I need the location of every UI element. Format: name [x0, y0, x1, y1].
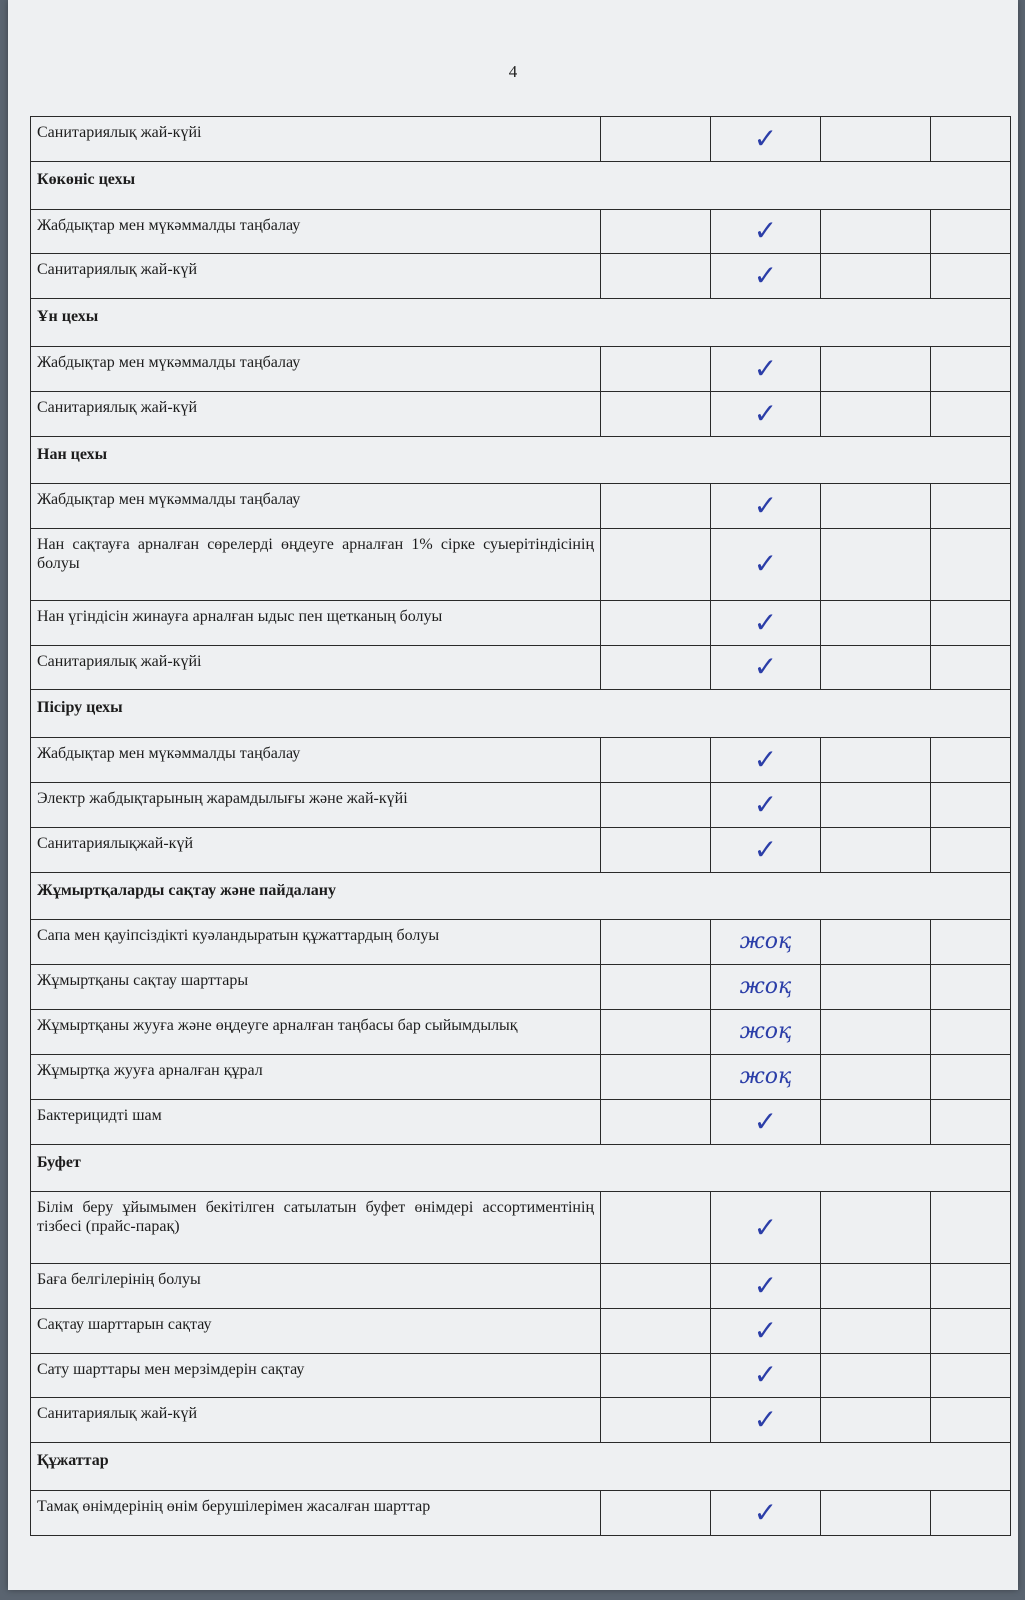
check-mark-icon: ✓ [711, 484, 821, 529]
empty-cell [601, 920, 711, 965]
empty-cell [601, 645, 711, 690]
empty-cell [601, 1010, 711, 1055]
item-label: Сапа мен қауіпсіздікті куәландыратын құжаттардың болуы [31, 920, 601, 965]
check-mark-icon: ✓ [711, 1398, 821, 1443]
check-mark-icon: ✓ [711, 1263, 821, 1308]
item-label: Білім беру ұйымымен бекітілген сатылатын буфет өнімдері ассортиментінің тізбесі (прайс-парақ) [31, 1192, 601, 1264]
empty-cell [931, 1099, 1011, 1144]
item-label: Жабдықтар мен мүкәммалды таңбалау [31, 346, 601, 391]
check-mark-icon: ✓ [711, 391, 821, 436]
check-mark-icon: ✓ [711, 209, 821, 254]
check-mark-icon: ✓ [711, 782, 821, 827]
checklist-row [31, 117, 1011, 162]
page-number: 4 [508, 62, 518, 81]
checklist-body [31, 117, 1011, 1536]
empty-cell [931, 600, 1011, 645]
checklist-row [31, 1192, 1011, 1264]
handwritten-note: жоқ [711, 965, 821, 1010]
item-label: Сату шарттары мен мерзімдерін сақтау [31, 1353, 601, 1398]
document-sheet [8, 0, 1018, 1590]
item-label: Бактерицидті шам [31, 1099, 601, 1144]
item-label: Санитариялық жай-күй [31, 391, 601, 436]
checklist-row [31, 1398, 1011, 1443]
empty-cell [601, 1192, 711, 1264]
section-row [31, 1144, 1011, 1192]
checklist-row [31, 1010, 1011, 1055]
checklist-table [30, 116, 1011, 1536]
check-mark-icon: ✓ [711, 645, 821, 690]
checklist-row [31, 1308, 1011, 1353]
empty-cell [601, 600, 711, 645]
empty-cell [601, 117, 711, 162]
empty-cell [821, 1099, 931, 1144]
empty-cell [821, 827, 931, 872]
empty-cell [931, 209, 1011, 254]
item-label: Жұмыртқа жууға арналған құрал [31, 1054, 601, 1099]
empty-cell [821, 782, 931, 827]
empty-cell [931, 782, 1011, 827]
checklist-row [31, 254, 1011, 299]
empty-cell [931, 920, 1011, 965]
empty-cell [601, 484, 711, 529]
empty-cell [931, 1398, 1011, 1443]
check-mark-icon: ✓ [711, 738, 821, 783]
empty-cell [601, 1353, 711, 1398]
section-title: Пісіру цехы [31, 690, 1011, 738]
item-label: Жабдықтар мен мүкәммалды таңбалау [31, 738, 601, 783]
empty-cell [601, 1263, 711, 1308]
empty-cell [931, 484, 1011, 529]
empty-cell [821, 645, 931, 690]
empty-cell [931, 1054, 1011, 1099]
check-mark-icon: ✓ [711, 600, 821, 645]
empty-cell [601, 346, 711, 391]
section-title: Көкөніс цехы [31, 161, 1011, 209]
checklist-row [31, 391, 1011, 436]
empty-cell [931, 1490, 1011, 1535]
item-label: Санитариялық жай-күй [31, 1398, 601, 1443]
empty-cell [601, 738, 711, 783]
empty-cell [821, 1353, 931, 1398]
checklist-row [31, 484, 1011, 529]
empty-cell [601, 1054, 711, 1099]
item-label: Санитариялық жай-күйі [31, 117, 601, 162]
empty-cell [601, 209, 711, 254]
empty-cell [601, 529, 711, 601]
check-mark-icon: ✓ [711, 1490, 821, 1535]
section-title: Буфет [31, 1144, 1011, 1192]
empty-cell [931, 529, 1011, 601]
empty-cell [931, 391, 1011, 436]
section-row [31, 436, 1011, 484]
empty-cell [821, 529, 931, 601]
section-title: Ұн цехы [31, 299, 1011, 347]
checklist-row [31, 1054, 1011, 1099]
checklist-row [31, 827, 1011, 872]
check-mark-icon: ✓ [711, 827, 821, 872]
empty-cell [821, 1054, 931, 1099]
empty-cell [821, 1192, 931, 1264]
checklist-row [31, 920, 1011, 965]
item-label: Сақтау шарттарын сақтау [31, 1308, 601, 1353]
empty-cell [601, 1308, 711, 1353]
checklist-row [31, 346, 1011, 391]
check-mark-icon: ✓ [711, 117, 821, 162]
empty-cell [821, 1490, 931, 1535]
empty-cell [821, 209, 931, 254]
empty-cell [821, 391, 931, 436]
empty-cell [931, 1308, 1011, 1353]
item-label: Санитариялық жай-күйі [31, 645, 601, 690]
item-label: Жабдықтар мен мүкәммалды таңбалау [31, 484, 601, 529]
empty-cell [601, 965, 711, 1010]
empty-cell [931, 1010, 1011, 1055]
item-label: Баға белгілерінің болуы [31, 1263, 601, 1308]
section-row [31, 690, 1011, 738]
empty-cell [821, 600, 931, 645]
check-mark-icon: ✓ [711, 1099, 821, 1144]
empty-cell [601, 1398, 711, 1443]
checklist-row [31, 1263, 1011, 1308]
empty-cell [821, 1398, 931, 1443]
empty-cell [821, 484, 931, 529]
empty-cell [931, 738, 1011, 783]
section-row [31, 1443, 1011, 1491]
empty-cell [931, 1192, 1011, 1264]
empty-cell [821, 254, 931, 299]
checklist-row [31, 965, 1011, 1010]
item-label: Тамақ өнімдерінің өнім берушілерімен жасалған шарттар [31, 1490, 601, 1535]
checklist-row [31, 209, 1011, 254]
empty-cell [931, 254, 1011, 299]
empty-cell [931, 965, 1011, 1010]
empty-cell [931, 1263, 1011, 1308]
checklist-row [31, 1490, 1011, 1535]
checklist-row [31, 1353, 1011, 1398]
checklist-row [31, 782, 1011, 827]
handwritten-note: жоқ [711, 1010, 821, 1055]
checklist-row [31, 600, 1011, 645]
section-title: Жұмыртқаларды сақтау және пайдалану [31, 872, 1011, 920]
empty-cell [931, 117, 1011, 162]
section-row [31, 299, 1011, 347]
section-row [31, 872, 1011, 920]
check-mark-icon: ✓ [711, 254, 821, 299]
section-title: Құжаттар [31, 1443, 1011, 1491]
empty-cell [601, 827, 711, 872]
item-label: Санитариялық жай-күй [31, 254, 601, 299]
item-label: Жұмыртқаны жууға және өңдеуге арналған таңбасы бар сыйымдылық [31, 1010, 601, 1055]
empty-cell [601, 782, 711, 827]
item-label: Жұмыртқаны сақтау шарттары [31, 965, 601, 1010]
checklist-row [31, 645, 1011, 690]
check-mark-icon: ✓ [711, 529, 821, 601]
item-label: Жабдықтар мен мүкәммалды таңбалау [31, 209, 601, 254]
item-label: Нан үгіндісін жинауға арналған ыдыс пен щетканың болуы [31, 600, 601, 645]
empty-cell [931, 645, 1011, 690]
empty-cell [821, 1308, 931, 1353]
section-row [31, 161, 1011, 209]
check-mark-icon: ✓ [711, 1192, 821, 1264]
empty-cell [821, 738, 931, 783]
empty-cell [821, 346, 931, 391]
item-label: Санитариялықжай-күй [31, 827, 601, 872]
empty-cell [821, 117, 931, 162]
empty-cell [821, 920, 931, 965]
item-label: Электр жабдықтарының жарамдылығы және жай-күйі [31, 782, 601, 827]
checklist-row [31, 738, 1011, 783]
check-mark-icon: ✓ [711, 1308, 821, 1353]
empty-cell [931, 827, 1011, 872]
checklist-row [31, 529, 1011, 601]
empty-cell [821, 1263, 931, 1308]
empty-cell [821, 965, 931, 1010]
item-label: Нан сақтауға арналған сөрелерді өңдеуге арналған 1% сірке суыерітіндісінің болуы [31, 529, 601, 601]
empty-cell [931, 346, 1011, 391]
empty-cell [821, 1010, 931, 1055]
empty-cell [601, 1490, 711, 1535]
empty-cell [931, 1353, 1011, 1398]
check-mark-icon: ✓ [711, 346, 821, 391]
empty-cell [601, 391, 711, 436]
section-title: Нан цехы [31, 436, 1011, 484]
handwritten-note: жоқ [711, 1054, 821, 1099]
handwritten-note: жоқ [711, 920, 821, 965]
empty-cell [601, 254, 711, 299]
empty-cell [601, 1099, 711, 1144]
check-mark-icon: ✓ [711, 1353, 821, 1398]
checklist-row [31, 1099, 1011, 1144]
